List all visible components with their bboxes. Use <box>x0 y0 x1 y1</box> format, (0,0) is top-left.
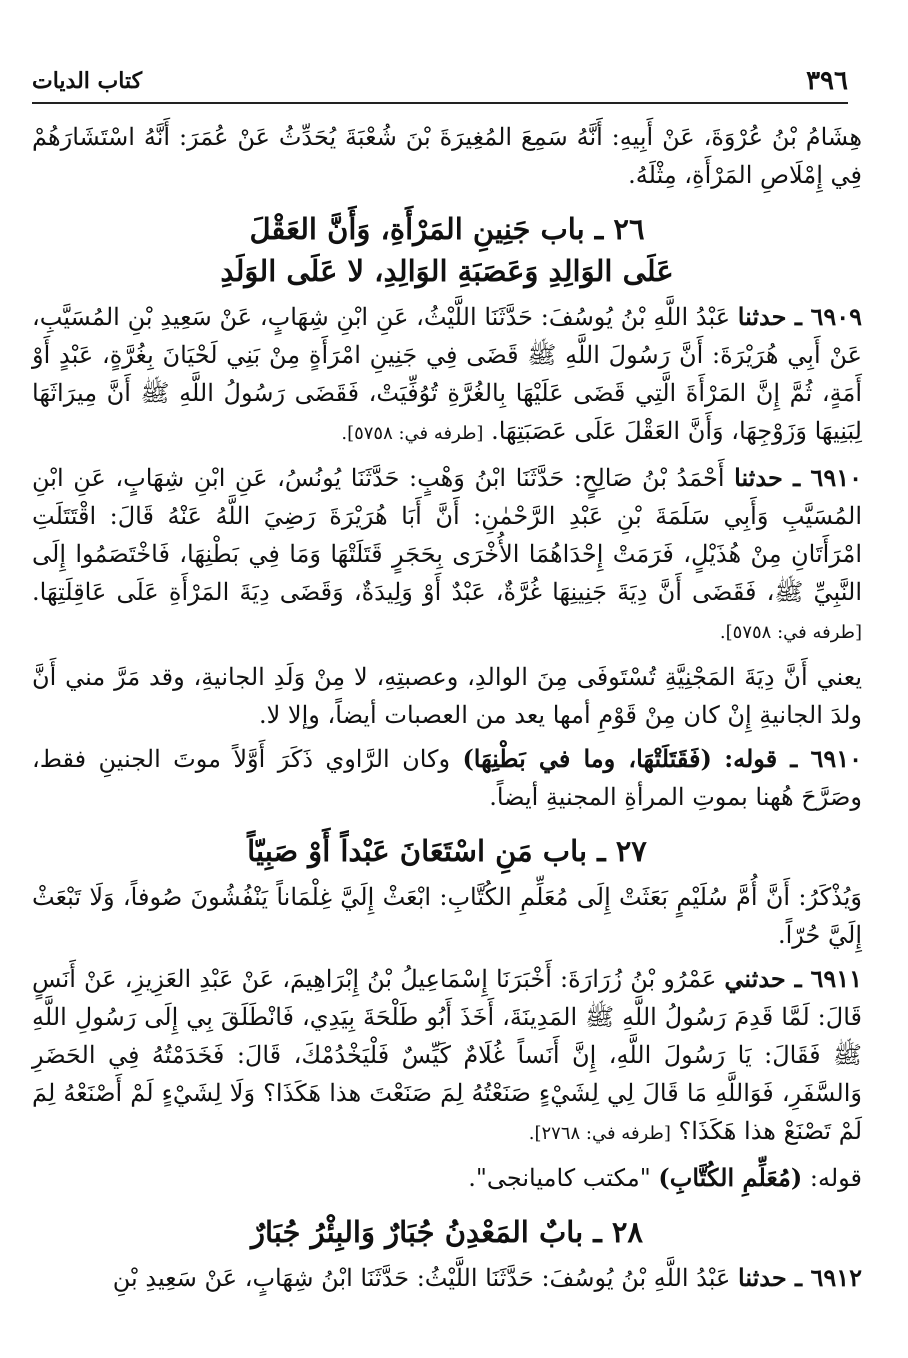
cross-reference: [طرفه في: ٥٧٥٨]. <box>719 622 862 643</box>
commentary-lead: قوله: <box>809 1164 862 1192</box>
page-body <box>32 118 862 1303</box>
hadith-text: عَبْدُ اللَّهِ بْنُ يُوسُفَ: حَدَّثَنَا اللَّيْثُ: حَدَّثَنَا ابْنُ شِهَابٍ، عَنْ سَعِيدِ بْنِ <box>112 1264 731 1292</box>
chapter-heading-line: ٢٨ ـ بابٌ المَعْدِنُ جُبَارٌ وَالبِئْرُ جُبَارٌ <box>250 1215 644 1249</box>
hadith-text: أَحْمَدُ بْنُ صَالِحٍ: حَدَّثَنَا ابْنُ وَهْبٍ: حَدَّثَنَا يُونُسُ، عَنِ ابْنِ شِهَابٍ، عَنِ ابْنِ المُسَيَّبِ وَأَبِي سَلَمَةَ بْنِ عَبْدِ الرَّحْمٰنِ: أَنَّ أَبَا هُرَيْرَةَ رَضِيَ اللَّهُ عَنْهُ قَالَ: اقْتَتَلَتِ امْرَأَتَانِ مِنْ هُذَيْلٍ، فَرَمَتْ إِحْدَاهُمَا الأُخْرَى بِحَجَرٍ قَتَلَتْهَا وَمَا فِي بَطْنِهَا، فَاخْتَصَمُوا إِلَى النَّبِيِّ ﷺ، فَقَضَى أَنَّ دِيَةَ جَنِينِهَا غُرَّةٌ، عَبْدٌ أَوْ وَلِيدَةٌ، وَقَضَى دِيَةَ المَرْأَةِ عَلَى عَاقِلَتِهَا. <box>32 464 862 606</box>
hadith-text: عَبْدُ اللَّهِ بْنُ يُوسُفَ: حَدَّثَنَا اللَّيْثُ، عَنِ ابْنِ شِهَابٍ، عَنْ سَعِيدِ بْنِ المُسَيَّبِ، عَنْ أَبِي هُرَيْرَةَ: أَنَّ رَسُولَ اللَّهِ ﷺ قَضَى فِي جَنِينِ امْرَأَةٍ مِنْ بَنِي لَحْيَانَ بِغُرَّةٍ، عَبْدٍ أَوْ أَمَةٍ، ثُمَّ إِنَّ المَرْأَةَ الَّتِي قَضَى عَلَيْهَا بِالغُرَّةِ تُوُفِّيَتْ، فَقَضَى رَسُولُ اللَّهِ ﷺ أَنَّ مِيرَاثَهَا لِبَنِيهَا وَزَوْجِهَا، وَأَنَّ العَقْلَ عَلَى عَصَبَتِهَا. <box>32 303 862 445</box>
hadith-6911 <box>32 960 862 1153</box>
commentary-text: "مكتب كامیانجی". <box>468 1164 651 1192</box>
commentary-6910 <box>32 740 862 816</box>
intro-paragraph: هِشَامُ بْنُ عُرْوَةَ، عَنْ أَبِيهِ: أَنَّهُ سَمِعَ المُغِيرَةَ بْنَ شُعْبَةَ يُحَدِّثُ عَنْ عُمَرَ: أَنَّهُ اسْتَشَارَهُمْ فِي إِمْلَاصِ المَرْأَةِ، مِثْلَهُ. <box>32 123 862 189</box>
book-title: كتاب الديات <box>32 68 143 94</box>
page-header <box>32 62 848 104</box>
hadith-number: ٦٩١١ ـ حدثني <box>724 964 862 993</box>
cross-reference: [طرفه في: ٥٧٥٨]. <box>341 423 484 444</box>
chapter-heading-line: ٢٦ ـ باب جَنِينِ المَرْأَةِ، وَأَنَّ العَقْلَ <box>249 212 645 246</box>
hadith-number: ٦٩١٠ ـ حدثنا <box>734 463 862 492</box>
commentary-quote: (مُعَلِّمِ الكُتَّابِ) <box>658 1163 803 1192</box>
chapter-heading-line: ٢٧ ـ باب مَنِ اسْتَعَانَ عَبْداً أَوْ صَبِيّاً <box>247 834 647 868</box>
chapter-heading-line: عَلَى الوَالِدِ وَعَصَبَةِ الوَالِدِ، لا عَلَى الوَلَدِ <box>220 254 674 288</box>
cross-reference: [طرفه في: ٢٧٦٨]. <box>528 1123 671 1144</box>
commentary-paragraph: يعني أَنَّ دِيَةَ المَجْنِيَّةِ تُسْتَوفَى مِنَ الوالدِ، وعصبتِهِ، لا مِنْ وَلَدِ الجانيةِ، وقد مَرَّ مني أَنَّ ولدَ الجانيةِ إِنْ كان مِنْ قَوْمِ أمها يعد من العصبات أيضاً، وإلا لا. <box>32 663 862 729</box>
hadith-6912 <box>32 1259 862 1297</box>
chapter-heading-28 <box>32 1211 862 1253</box>
mentioned-paragraph: وَيُذْكَرُ: أَنَّ أُمَّ سُلَيْمٍ بَعَثَتْ إِلَى مُعَلِّمِ الكُتَّابِ: ابْعَثْ إِلَيَّ غِلْمَاناً يَنْفُشُونَ صُوفاً، وَلَا تَبْعَثْ إِلَيَّ حُرّاً. <box>32 883 862 949</box>
commentary-text: وكان الرَّاوي ذَكَرَ أَوَّلاً موتَ الجنينِ فقط، وصَرَّحَ هُهنا بموتِ المرأةِ المجنيةِ أيضاً. <box>32 745 862 811</box>
commentary-qawluh <box>32 1159 862 1197</box>
page-number: ٣٩٦ <box>806 66 848 96</box>
chapter-heading-26 <box>32 208 862 292</box>
hadith-number: ٦٩١٢ ـ حدثنا <box>738 1263 862 1292</box>
hadith-number: ٦٩٠٩ ـ حدثنا <box>737 302 862 331</box>
commentary-number: ٦٩١٠ ـ قوله: <box>724 744 862 773</box>
commentary-quote: (فَقَتَلَتْهَا، وما في بَطْنِهَا) <box>462 744 712 773</box>
chapter-heading-27 <box>32 830 862 872</box>
hadith-text: عَمْرُو بْنُ زُرَارَةَ: أَخْبَرَنَا إِسْمَاعِيلُ بْنُ إِبْرَاهِيمَ، عَنْ عَبْدِ العَزِيزِ، عَنْ أَنَسٍ قَالَ: لَمَّا قَدِمَ رَسُولُ اللَّهِ ﷺ المَدِينَةَ، أَخَذَ أَبُو طَلْحَةَ بِيَدِي، فَانْطَلَقَ بِي إِلَى رَسُولِ اللَّهِ ﷺ فَقَالَ: يَا رَسُولَ اللَّهِ، إِنَّ أَنَساً غُلَامٌ كَيِّسٌ فَلْيَخْدُمْكَ، قَالَ: فَخَدَمْتُهُ فِي الحَضَرِ وَالسَّفَرِ، فَوَاللَّهِ مَا قَالَ لِي لِشَيْءٍ صَنَعْتُهُ لِمَ صَنَعْتَ هذا هَكَذَا؟ وَلَا لِشَيْءٍ لَمْ أَصْنَعْهُ لِمَ لَمْ تَصْنَعْ هذا هَكَذَا؟ <box>32 965 862 1145</box>
hadith-6910 <box>32 459 862 652</box>
hadith-6909 <box>32 298 862 453</box>
